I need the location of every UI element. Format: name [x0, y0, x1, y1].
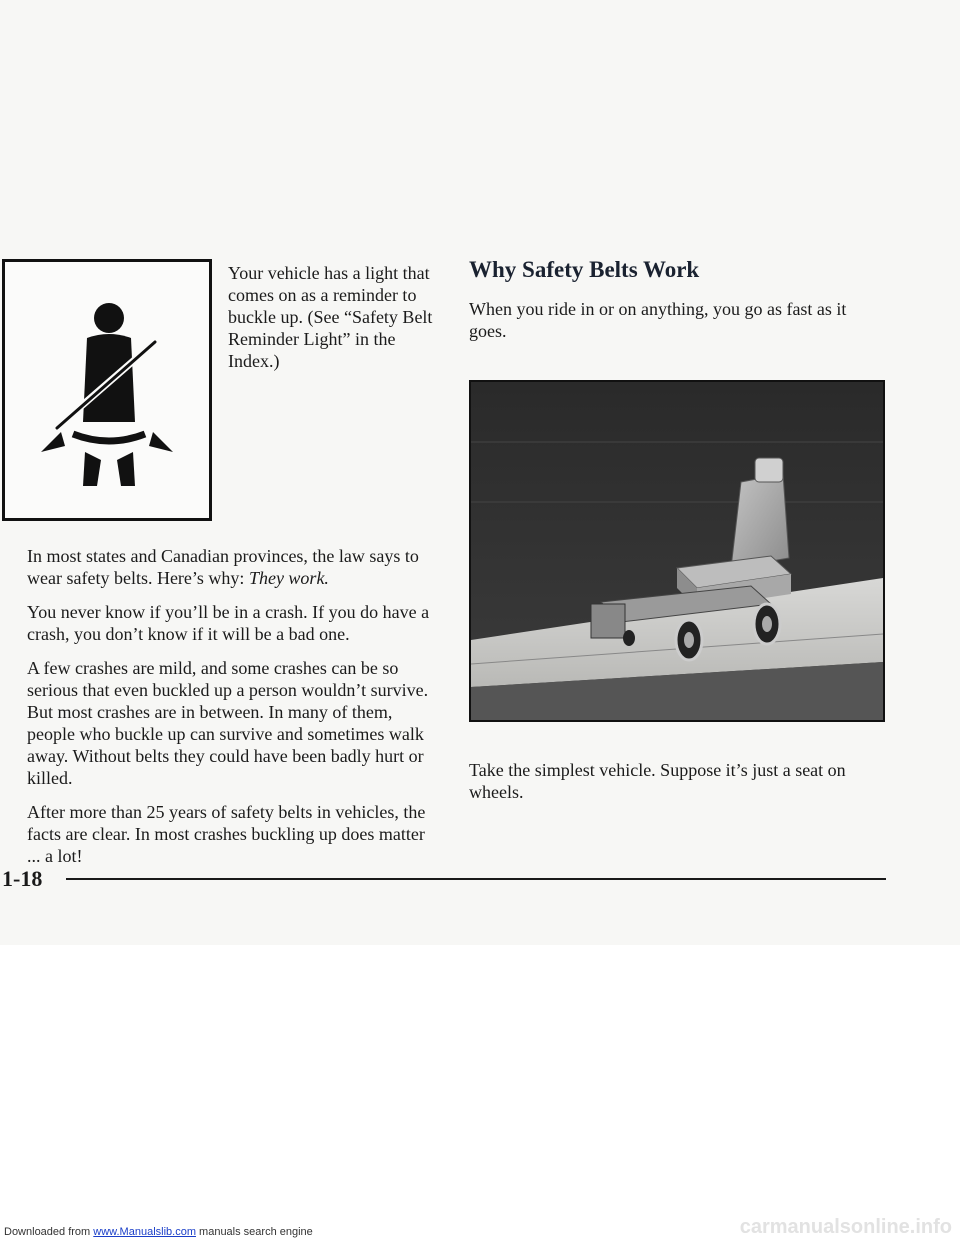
footer-rule — [66, 878, 886, 880]
emphasis-text: They work. — [248, 568, 329, 588]
footer-prefix: Downloaded from — [4, 1226, 94, 1238]
left-column-text — [27, 545, 437, 879]
safety-belt-icon-box — [2, 259, 212, 521]
seat-on-wheels-photo — [469, 380, 885, 722]
photo-caption: Take the simplest vehicle. Suppose it’s just a seat on wheels. — [469, 760, 846, 802]
paragraph: A few crashes are mild, and some crashes can be so serious that even buckled up a person wouldn’t survive. But most crashes are in between. In many of them, people who buckle up can survive and sometimes walk away. Without belts they could have been badly hurt or killed. — [27, 658, 429, 788]
download-footer — [4, 1226, 313, 1238]
paragraph — [27, 545, 437, 589]
watermark: carmanualsonline.info — [739, 1216, 952, 1238]
paragraph-text: In most states and Canadian provinces, the law says to wear safety belts. Here’s why: — [27, 546, 419, 588]
paragraph: After more than 25 years of safety belts in vehicles, the facts are clear. In most crashes buckling up does matter ... a lot! — [27, 802, 426, 866]
section-heading: Why Safety Belts Work — [469, 257, 700, 282]
footer-suffix: manuals search engine — [195, 1226, 313, 1238]
manualslib-link[interactable]: www.Manualslib.com — [93, 1226, 196, 1238]
paragraph: You never know if you’ll be in a crash. If you do have a crash, you don’t know if it will be a bad one. — [27, 602, 430, 644]
safety-belt-icon — [5, 262, 209, 518]
belt-reminder-text: Your vehicle has a light that comes on as a reminder to buckle up. (See “Safety Belt Reminder Light” in the Index.) — [228, 263, 433, 371]
page-number: 1-18 — [2, 866, 43, 891]
intro-paragraph: When you ride in or on anything, you go as fast as it goes. — [469, 299, 847, 341]
